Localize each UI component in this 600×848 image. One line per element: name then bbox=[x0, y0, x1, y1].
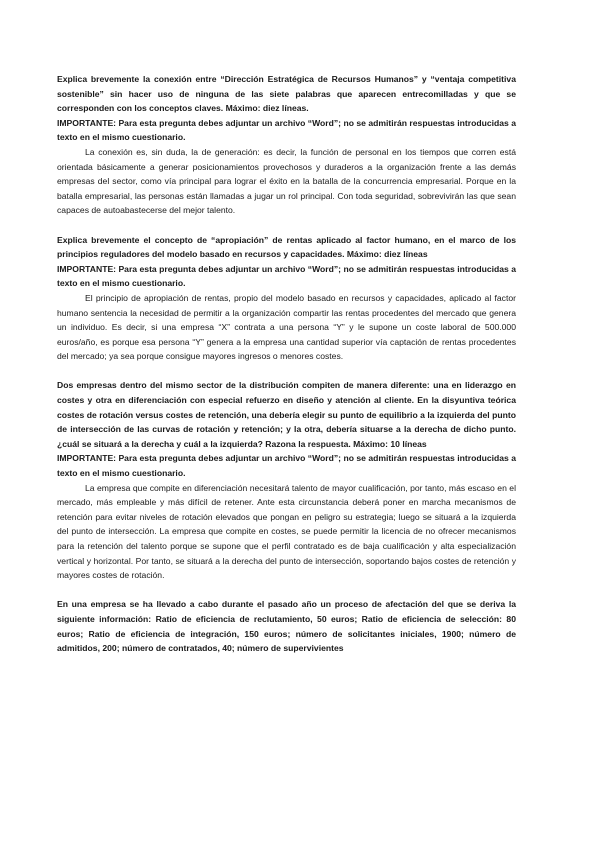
important-note: IMPORTANTE: Para esta pregunta debes adjuntar un archivo “Word”; no se admitirán respuestas introducidas a texto en el mismo cuestionario. bbox=[57, 453, 516, 479]
document-page bbox=[57, 72, 516, 656]
answer-text: La conexión es, sin duda, la de generación: es decir, la función de personal en los tiempos que corren está orientada básicamente a generar posicionamientos provechosos y duraderos a la organización frente a las demás empresas del sector, como vía principal para lograr el éxito en la batalla de la concurrencia empresarial. Porque en la batalla empresarial, las personas están llamadas a jugar un rol principal. Con toda seguridad, sobrevivirán las que sean capaces de autoabastecerse del mejor talento. bbox=[57, 146, 516, 216]
question-text: Dos empresas dentro del mismo sector de la distribución compiten de manera diferente: una en liderazgo en costes y otra en diferenciación con especial refuerzo en diseño y atención al cliente. En la disyuntiva teórica costes de rotación versus costes de retención, una debería elegir su punto de equilibrio a la izquierda del punto de intersección de las curvas de rotación y retención; y la otra, debería situarse a la derecha de dicho punto. ¿cuál se situará a la derecha y cuál a la izquierda? Razona la respuesta. Máximo: 10 líneas bbox=[57, 380, 516, 449]
question-block-2 bbox=[57, 233, 516, 364]
question-text: Explica brevemente la conexión entre “Dirección Estratégica de Recursos Humanos” y “ventaja competitiva sostenible” sin hacer uso de ninguna de las siete palabras que aparecen entrecomilladas y que se corresponden con los conceptos claves. Máximo: diez líneas. bbox=[57, 74, 516, 114]
question-block-1 bbox=[57, 72, 516, 218]
question-text: Explica brevemente el concepto de “apropiación” de rentas aplicado al factor humano, en el marco de los principios reguladores del modelo basado en recursos y capacidades. Máximo: diez líneas bbox=[57, 234, 516, 260]
question-block-3 bbox=[57, 378, 516, 582]
question-text: En una empresa se ha llevado a cabo durante el pasado año un proceso de afectación del que se deriva la siguiente información: Ratio de eficiencia de reclutamiento, 50 euros; Ratio de eficiencia de selección: 80 euros; Ratio de eficiencia de integración, 150 euros; número de solicitantes iniciales, 1900; número de admitidos, 200; número de contratados, 40; número de supervivientes bbox=[57, 599, 516, 654]
answer-text: La empresa que compite en diferenciación necesitará talento de mayor cualificación, por tanto, más escaso en el mercado, más empleable y más difícil de retener. Ante esta circunstancia deberá poner en marcha mecanismos de retención para evitar niveles de rotación elevados que pongan en peligro su estrategia; luego se situará a la izquierda del punto de intersección. La empresa que compite en costes, se puede permitir la licencia de no ofrecer mecanismos para la retención del talento porque se supone que el perfil contratado es de baja cualificación y alta especialización vertical y horizontal. Por tanto, se situará a la derecha del punto de intersección, soportando bajos costes de retención y mayores costes de rotación. bbox=[57, 482, 516, 581]
important-note: IMPORTANTE: Para esta pregunta debes adjuntar un archivo “Word”; no se admitirán respuestas introducidas a texto en el mismo cuestionario. bbox=[57, 117, 516, 143]
important-note: IMPORTANTE: Para esta pregunta debes adjuntar un archivo “Word”; no se admitirán respuestas introducidas a texto en el mismo cuestionario. bbox=[57, 263, 516, 289]
question-block-4 bbox=[57, 597, 516, 655]
answer-text: El principio de apropiación de rentas, propio del modelo basado en recursos y capacidades, aplicado al factor humano sentencia la necesidad de permitir a la organización compartir las rentas procedentes del mercado que genera un individuo. Es decir, si una empresa “X” contrata a una persona “Y” y le supone un coste laboral de 500.000 euros/año, es porque esa persona “Y” genera a la empresa una cantidad superior vía captación de rentas procedentes del mercado; ya sea porque consigue mayores ingresos o menores costes. bbox=[57, 292, 516, 362]
